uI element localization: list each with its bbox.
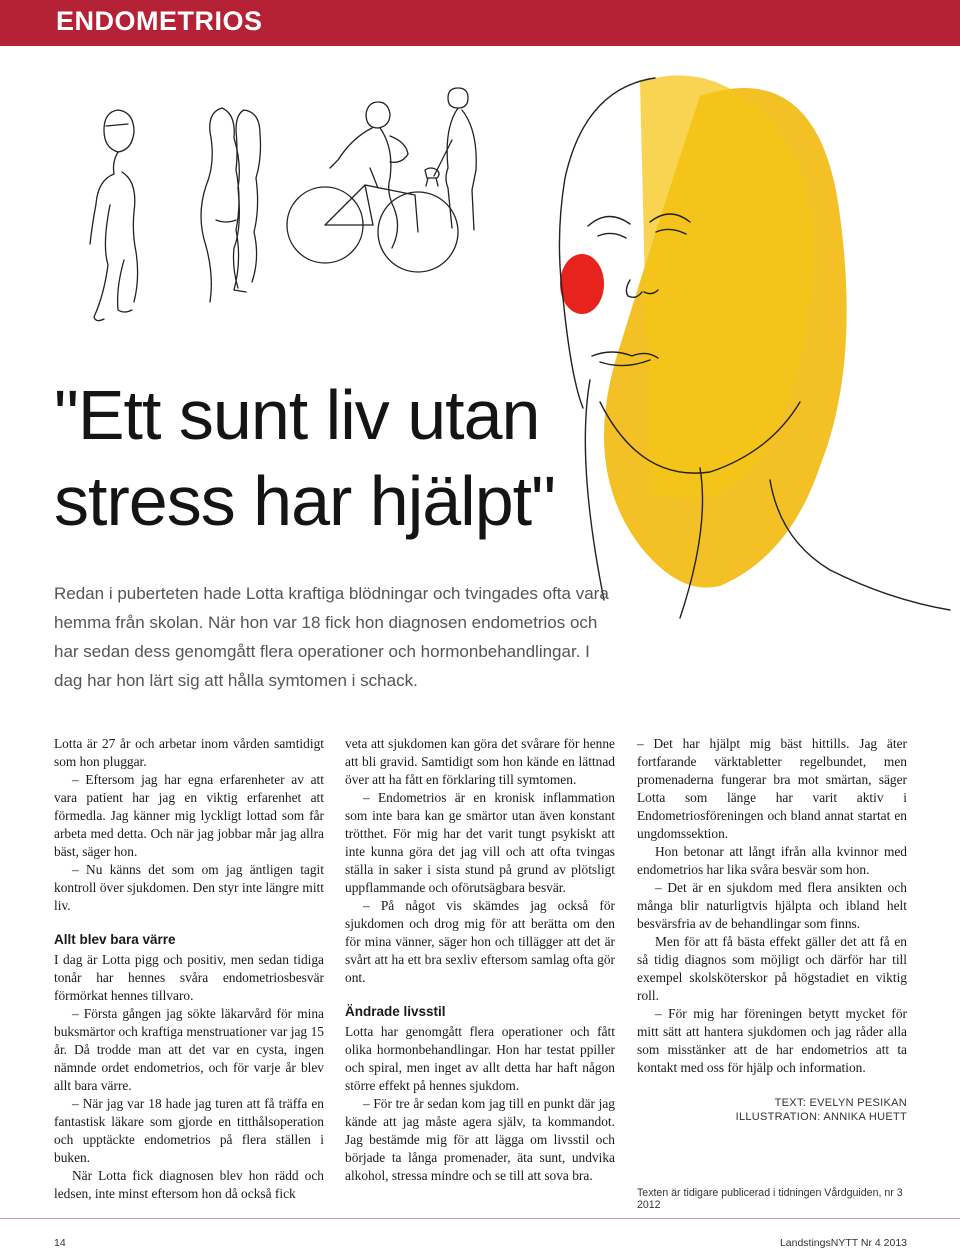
byline (637, 1096, 907, 1124)
publication-note: Texten är tidigare publicerad i tidningen Vårdguiden, nr 3 2012 (637, 1187, 903, 1211)
headline (54, 372, 614, 544)
paragraph: – Nu känns det som om jag äntligen tagit kontroll över sjukdomen. Den styr inte längre mitt liv. (54, 862, 324, 913)
column-1 (54, 735, 324, 1203)
person-with-dog-figure (425, 88, 476, 230)
paragraph: I dag är Lotta pigg och positiv, men sedan tidiga tonår har hennes svåra endometriosbesvär förmörkat hennes tillvaro. (54, 952, 324, 1003)
page-number: 14 (54, 1237, 66, 1249)
subheading: Ändrade livsstil (345, 1004, 446, 1019)
magazine-name: LandstingsNYTT Nr 4 2013 (779, 1237, 907, 1249)
paragraph: Lotta är 27 år och arbetar inom vården samtidigt som hon pluggar. (54, 736, 324, 769)
walking-woman-figure (90, 110, 138, 321)
paragraph: Lotta har genomgått flera operationer och fått olika hormonbehandlingar. Hon har testat ppiller och spiral, men inget av allt detta har haft någon större effekt på hennes sjukdom. (345, 1024, 615, 1093)
paragraph: Men för att få bästa effekt gäller det att få en så tidig diagnos som möjligt och därför har till exempel skolsköterskor på högstadiet en viktig roll. (637, 934, 907, 1003)
paragraph: – På något vis skämdes jag också för sjukdomen och drog mig för att berätta om den för mina vänner, säger hon och tillägger att det är svårt att ha ett bra sexliv eftersom samlag ofta gör ont. (345, 898, 615, 985)
paragraph: – För mig har föreningen betytt mycket för mitt sätt att hantera sjukdomen och jag råder alla som misstänker att de har endometrios att ta kontakt med oss för hjälp och information. (637, 1006, 907, 1075)
section-header-bar (0, 0, 960, 46)
text-credit: TEXT: EVELYN PESIKAN (774, 1097, 907, 1109)
paragraph: – Det har hjälpt mig bäst hittills. Jag äter fortfarande värktabletter regelbundet, men promenaderna fungerar bra mot smärtan, säger Lotta som länge har varit aktiv i Endometriosföreningen och bland annat startat en ungdomssektion. (637, 736, 907, 841)
cyclist-figure (287, 102, 458, 272)
paragraph: – Första gången jag sökte läkarvård för mina buksmärtor och kraftiga menstruationer var jag 15 år. Då trodde man att det var en cysta, ingen nämnde ordet endometrios, och för varje år blev allt bara värre. (54, 1006, 324, 1093)
subheading: Allt blev bara värre (54, 932, 176, 947)
section-title: ENDOMETRIOS (56, 6, 263, 36)
column-3 (637, 735, 907, 1077)
paragraph: – Eftersom jag har egna erfarenheter av att vara patient har jag en viktig erfarenhet att förmedla. Jag känner mig lyckligt lottad som får arbeta med detta. Och när jag jobbar mår jag allra bäst, säger hon. (54, 772, 324, 859)
column-2 (345, 735, 615, 1185)
paragraph: – När jag var 18 hade jag turen att få träffa en fantastisk läkare som gjorde en titthålsoperation och upptäckte endometrios på flera ställen i buken. (54, 1096, 324, 1165)
ingress-text: Redan i puberteten hade Lotta kraftiga blödningar och tvingades ofta vara hemma från skolan. När hon var 18 fick hon diagnosen endometrios och har sedan dess genomgått flera operationer och hormonbehandlingar. I dag har hon lärt sig att hålla symtomen i schack. (54, 584, 609, 690)
woman-portrait (559, 75, 950, 618)
paragraph: Hon betonar att långt ifrån alla kvinnor med endometrios har lika svåra besvär som hon. (637, 844, 907, 877)
headline-line-2: stress har hjälpt" (54, 462, 555, 540)
footer-divider (0, 1218, 960, 1219)
paragraph: När Lotta fick diagnosen blev hon rädd och ledsen, inte minst eftersom hon då också fick (54, 1168, 324, 1201)
paragraph: – För tre år sedan kom jag till en punkt där jag kände att jag måste agera själv, ta kommandot. Jag bestämde mig för att lägga om livsstil och började ta långa promenader, äta sunt, undvika alkohol, stressa mindre och se till att sova bra. (345, 1096, 615, 1183)
paragraph: veta att sjukdomen kan göra det svårare för henne att bli gravid. Samtidigt som hon kände en lättnad över att ha fått en förklaring till symtomen. (345, 736, 615, 787)
illustration-credit: ILLUSTRATION: ANNIKA HUETT (735, 1111, 907, 1123)
paragraph: – Endometrios är en kronisk inflammation som inte bara kan ge smärtor utan även konstant trötthet. För mig har det varit tungt psykiskt att inte kunna göra det jag vill och att ofta tvingas ställa in saker i sista stund på grund av plötsligt uppflammande och oförutsägbara besvär. (345, 790, 615, 895)
two-women-figure (201, 108, 261, 302)
paragraph: – Det är en sjukdom med flera ansikten och många blir naturligtvis hjälpta och ibland helt besvärsfria av de behandlingar som finns. (637, 880, 907, 931)
headline-line-1: "Ett sunt liv utan (54, 376, 540, 454)
